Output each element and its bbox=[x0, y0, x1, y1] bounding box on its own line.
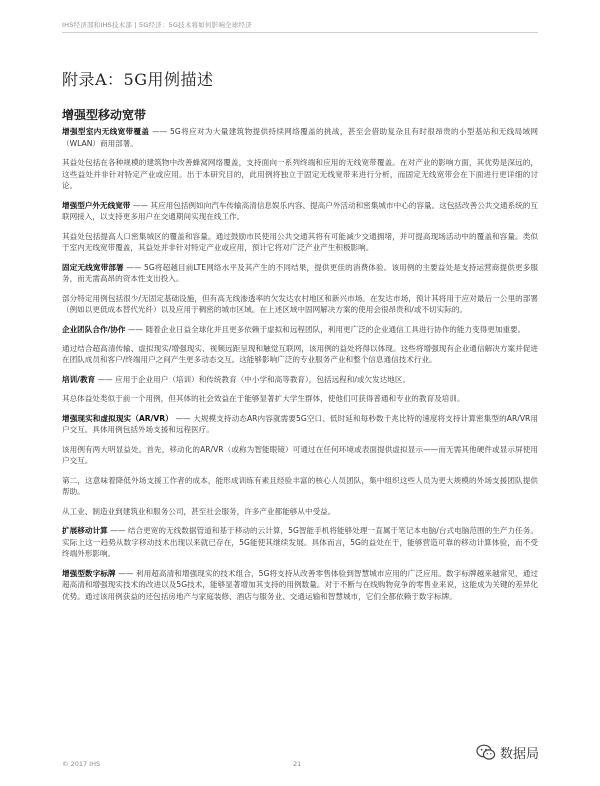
use-case-term: 企业团队合作/协作 bbox=[62, 324, 126, 334]
paragraph-text: —— 大规模支持动态AR内容就需要5G空口、低时延和每秒数千兆比特的速度将支持计算密集型的AR/VR用户交互。具体用例包括外场支援和远程医疗。 bbox=[62, 413, 538, 435]
paragraph-text: 其益处包括在各种规模的建筑物中改善蜂窝网络覆盖，支持面向一系列终端和应用的无线宽带覆盖。在对产业的影响方面，其优势是深远的，这些益处并非针对特定产业或应用。出于本研究目的，此用例将独立于固定无线宽带来进行分析，而固定无线宽带会在下面进行更详细的讨论。 bbox=[62, 157, 538, 191]
use-case-term: 增强现实和虚拟现实（AR/VR） bbox=[62, 413, 173, 423]
paragraph-text: 第二，这意味着降低外场支援工作者的成本，能形成训练有素且经验丰富的核心人员团队，集中组织这些人员为更大规模的外场支援团队提供帮助。 bbox=[62, 475, 538, 497]
paragraph bbox=[62, 231, 538, 254]
paragraph bbox=[62, 475, 538, 498]
paragraph-text: 该用例有两大明显益处。首先，移动化的AR/VR（或称为智能眼镜）可通过在任何环境或表面提供虚拟显示——而无需其他硬件或显示屏使用户交互。 bbox=[62, 444, 538, 466]
paragraph-text: —— 随着企业日益全球化并且更多依赖于虚拟和远程团队，利用更广泛的企业通信工具进行协作的能力变得更加重要。 bbox=[125, 324, 526, 334]
paragraph-text: 从工业、制造业到建筑业和服务公司，甚至社会服务，许多产业都能够从中受益。 bbox=[62, 506, 336, 516]
paragraph bbox=[62, 293, 538, 316]
paragraph-text: —— 5G将应对为大量建筑物提供持续网络覆盖的挑战，甚至会借助复杂且有时很昂贵的小型基站和无线局域网（WLAN）商用部署。 bbox=[62, 127, 538, 148]
use-case-term: 扩展移动计算 bbox=[62, 526, 108, 535]
paragraph-text: 部分特定用例包括很少/无固定基础设施，但有高无线渗透率的欠发达农村地区和新兴市场。在发达市场，预计其将用于应对最后一公里的部署（例如以更低成本替代光纤）以及应用于稠密的城市区域。在上述区域中固网解决方案的使用会很昂贵和/或不切实际的。 bbox=[62, 293, 538, 315]
paragraph-text: —— 应用于企业用户（培训）和传统教育（中小学和高等教育），包括远程和/或欠发达地区。 bbox=[95, 374, 411, 384]
wechat-icon bbox=[476, 744, 496, 761]
paragraph bbox=[62, 506, 538, 518]
paragraph bbox=[62, 393, 538, 405]
section-title: 增强型移动宽带 bbox=[62, 108, 147, 122]
paragraph bbox=[62, 324, 538, 336]
paragraph bbox=[62, 525, 538, 560]
use-case-term: 固定无线宽带部署 bbox=[62, 262, 124, 272]
paragraph-text: 其总体益处类似于前一个用例，但其体的社会效益在于能够显著扩大学生群体，使他们可获得普通和专业的教育及培训。 bbox=[62, 394, 465, 404]
paragraph bbox=[62, 413, 538, 436]
paragraph-text: 其益处包括提高人口密集城区的覆盖和容量。通过鼓励市民使用公共交通其将有可能减少交通拥堵，并可提高现场活动中的覆盖和容量。类似于室内无线宽带覆盖，其益处并非针对特定产业或应用，预计它将对广泛产业产生积极影响。 bbox=[62, 231, 538, 253]
use-case-term: 增强型室内无线宽带覆盖 bbox=[62, 127, 150, 136]
use-case-term: 增强型数字标牌 bbox=[62, 568, 116, 578]
body-content bbox=[62, 126, 538, 610]
paragraph-text: 通过结合超高清传输、虚拟现实/增强现实、视频远距呈现和触觉互联网，该用例的益处将得以体现。这些将增强现有企业通信解决方案并促进在团队成员和客户/终端用户之间产生更多动态交互。这能够影响广泛的专业服务产业和整个信息通信技术行业。 bbox=[62, 343, 538, 365]
paragraph bbox=[62, 157, 538, 192]
footer-page-number: 21 bbox=[293, 760, 302, 768]
appendix-title: 附录A：5G用例描述 bbox=[62, 70, 214, 89]
use-case-term: 增强型户外无线宽带 bbox=[62, 200, 131, 210]
paragraph bbox=[62, 444, 538, 467]
paragraph bbox=[62, 200, 538, 223]
watermark bbox=[476, 743, 539, 762]
paragraph-text: —— 利用超高清和增强现实的技术组合，5G将支持从改善零售体验到智慧城市应用的广泛应用。数字标牌越来越常见，通过超高清和增强现实技术的改进以及5G技术，能够显著增加其支持的用例数量。对于不断与在线购物竞争的零售业来说，这能成为关键的差异化优势。通过该用例获益的还包括房地产与家庭装修、酒店与服务业、交通运输和智慧城市，它们全都依赖于数字标牌。 bbox=[62, 568, 538, 601]
paragraph bbox=[62, 126, 538, 149]
paragraph bbox=[62, 262, 538, 285]
footer-copyright: © 2017 IHS bbox=[62, 760, 101, 768]
paragraph-text: —— 结合更宽的无线数据管道和基于移动的云计算，5G智能手机将能够处理一直属于笔记本电脑/台式电脑范围的生产力任务。实际上这一趋势从数字移动技术出现以来就已存在，5G能使其继续发展。具体而言，5G的益处在于，能够营造可靠的移动计算体验，而不受终端外形影响。 bbox=[62, 526, 538, 559]
paragraph-text: —— 其应用包括例如向汽车传输高清信息娱乐内容、提高户外活动和密集城市中心的容量。这包括改善公共交通系统的互联网接入，以支持更多用户在交通期间实现在线工作。 bbox=[62, 200, 539, 222]
paragraph bbox=[62, 374, 538, 386]
paragraph bbox=[62, 343, 538, 366]
use-case-term: 培训/教育 bbox=[62, 374, 96, 384]
paragraph bbox=[62, 568, 538, 603]
watermark-text: 数据局 bbox=[500, 747, 540, 762]
page-header: IHS经济部和IHS技术部 | 5G经济：5G技术将如何影响全球经济 bbox=[62, 20, 538, 33]
paragraph-text: —— 5G将超越目前LTE网络水平及其产生的不同结果，提供更佳的消费体验。该用例的主要益处是支持运营商提供更多服务，而无需高昂的资本性支出投入。 bbox=[62, 262, 539, 284]
